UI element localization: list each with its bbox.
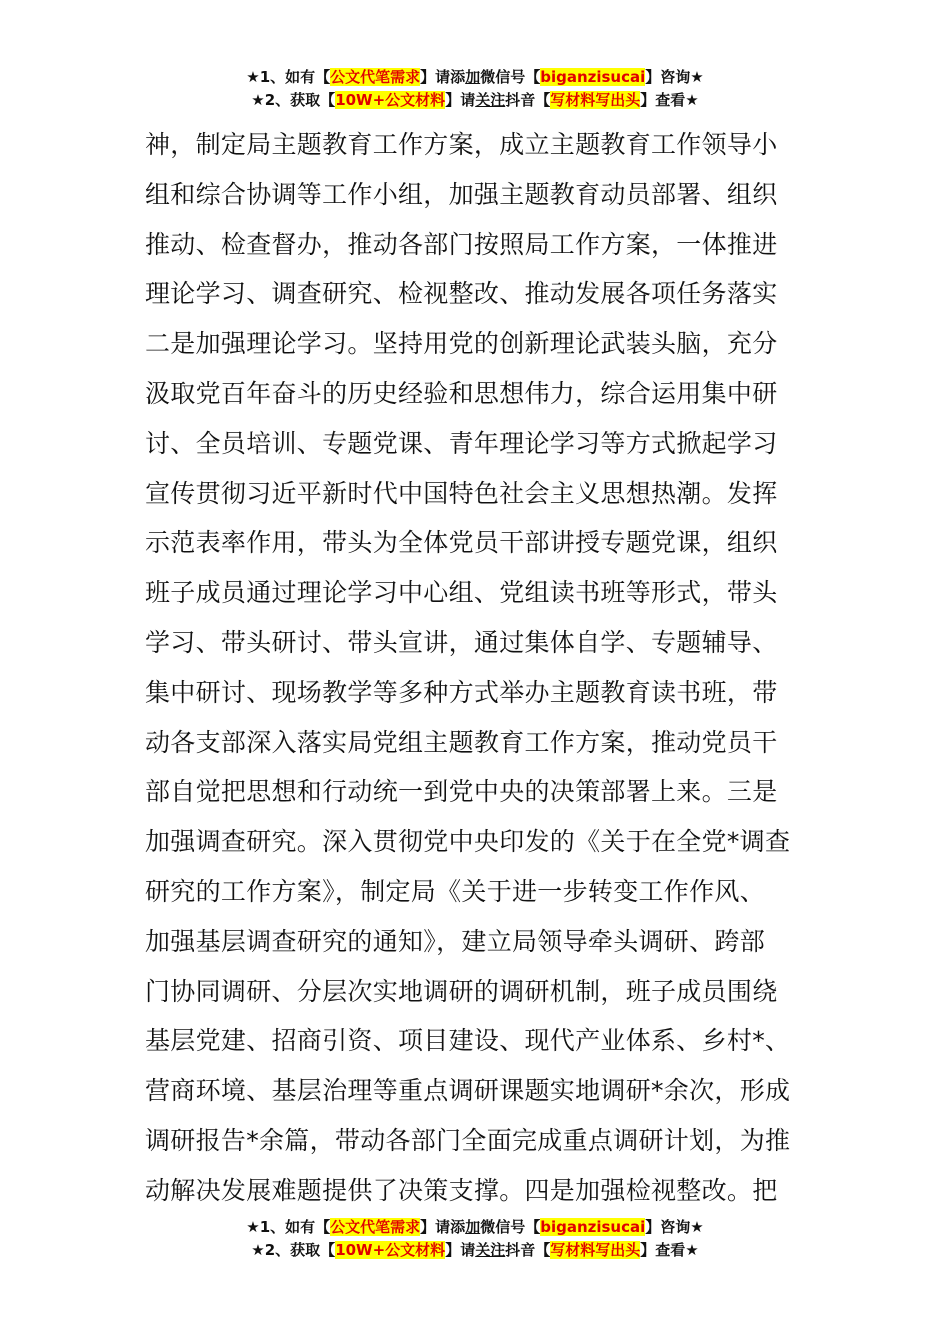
body-line: 研究的工作方案》，制定局《关于进一步转变工作作风、 bbox=[145, 876, 766, 906]
banner-text: ★2、获取【 bbox=[251, 1241, 336, 1259]
banner-highlight: 写材料写出头 bbox=[550, 91, 641, 109]
footer-line-2 bbox=[0, 1239, 950, 1262]
banner-text: 】查看★ bbox=[640, 91, 699, 109]
body-line: 二是加强理论学习。坚持用党的创新理论武装头脑，充分 bbox=[145, 329, 778, 359]
banner-text: 微信号【 bbox=[480, 68, 541, 86]
body-line: 动各支部深入落实局党组主题教育工作方案，推动党员干 bbox=[145, 727, 778, 757]
body-line: 基层党建、招商引资、项目建设、现代产业体系、乡村*、 bbox=[145, 1026, 791, 1056]
banner-highlight: biganzisucai bbox=[540, 68, 646, 86]
banner-text: 】咨询★ bbox=[645, 1218, 704, 1236]
body-line: 组和综合协调等工作小组，加强主题教育动员部署、组织 bbox=[145, 179, 778, 209]
banner-text: 】请添 bbox=[420, 1218, 466, 1236]
body-line: 集中研讨、现场教学等多种方式举办主题教育读书班，带 bbox=[145, 677, 778, 707]
body-line: 加强基层调查研究的通知》，建立局领导牵头调研、跨部 bbox=[145, 926, 766, 956]
header-line-2 bbox=[0, 89, 950, 112]
body-line: 推动、检查督办，推动各部门按照局工作方案，一体推进 bbox=[145, 229, 778, 259]
body-line: 加强调查研究。深入贯彻党中央印发的《关于在全党*调查 bbox=[145, 827, 791, 857]
banner-text: 】请添 bbox=[420, 68, 466, 86]
banner-text: 抖音【 bbox=[505, 1241, 551, 1259]
body-line: 汲取党百年奋斗的历史经验和思想伟力，综合运用集中研 bbox=[145, 378, 778, 408]
banner-highlight: 10W+公文材料 bbox=[335, 91, 446, 109]
footer-line-1 bbox=[0, 1216, 950, 1239]
banner-underline: 加 bbox=[465, 68, 481, 86]
banner-underline: 加 bbox=[465, 1218, 481, 1236]
document-body bbox=[145, 120, 815, 1216]
banner-highlight: 公文代笔需求 bbox=[330, 1218, 421, 1236]
body-line: 营商环境、基层治理等重点调研课题实地调研*余次，形成 bbox=[145, 1076, 791, 1106]
banner-underline: 关注 bbox=[475, 1241, 506, 1259]
body-line: 部自觉把思想和行动统一到党中央的决策部署上来。三是 bbox=[145, 777, 778, 807]
body-line: 调研报告*余篇，带动各部门全面完成重点调研计划，为推 bbox=[145, 1125, 791, 1155]
body-line: 学习、带头研讨、带头宣讲，通过集体自学、专题辅导、 bbox=[145, 627, 778, 657]
body-line: 宣传贯彻习近平新时代中国特色社会主义思想热潮。发挥 bbox=[145, 478, 778, 508]
banner-text: 抖音【 bbox=[505, 91, 551, 109]
banner-highlight: 公文代笔需求 bbox=[330, 68, 421, 86]
banner-underline: 关注 bbox=[475, 91, 506, 109]
body-line: 门协同调研、分层次实地调研的调研机制，班子成员围绕 bbox=[145, 976, 778, 1006]
banner-text: ★1、如有【 bbox=[246, 1218, 331, 1236]
header-banner bbox=[0, 66, 950, 112]
body-line: 动解决发展难题提供了决策支撑。四是加强检视整改。把 bbox=[145, 1175, 778, 1205]
banner-text: 微信号【 bbox=[480, 1218, 541, 1236]
banner-text: 】请 bbox=[445, 1241, 476, 1259]
banner-highlight: 10W+公文材料 bbox=[335, 1241, 446, 1259]
banner-text: ★2、获取【 bbox=[251, 91, 336, 109]
banner-highlight: 写材料写出头 bbox=[550, 1241, 641, 1259]
banner-text: 】查看★ bbox=[640, 1241, 699, 1259]
body-line: 理论学习、调查研究、检视整改、推动发展各项任务落实 bbox=[145, 279, 778, 309]
body-line: 讨、全员培训、专题党课、青年理论学习等方式掀起学习 bbox=[145, 428, 778, 458]
header-line-1 bbox=[0, 66, 950, 89]
banner-text: ★1、如有【 bbox=[246, 68, 331, 86]
footer-banner bbox=[0, 1216, 950, 1262]
body-line: 班子成员通过理论学习中心组、党组读书班等形式，带头 bbox=[145, 578, 778, 608]
body-line: 神，制定局主题教育工作方案，成立主题教育工作领导小 bbox=[145, 130, 778, 159]
body-line: 示范表率作用，带头为全体党员干部讲授专题党课，组织 bbox=[145, 528, 778, 558]
banner-highlight: biganzisucai bbox=[540, 1218, 646, 1236]
banner-text: 】咨询★ bbox=[645, 68, 704, 86]
banner-text: 】请 bbox=[445, 91, 476, 109]
